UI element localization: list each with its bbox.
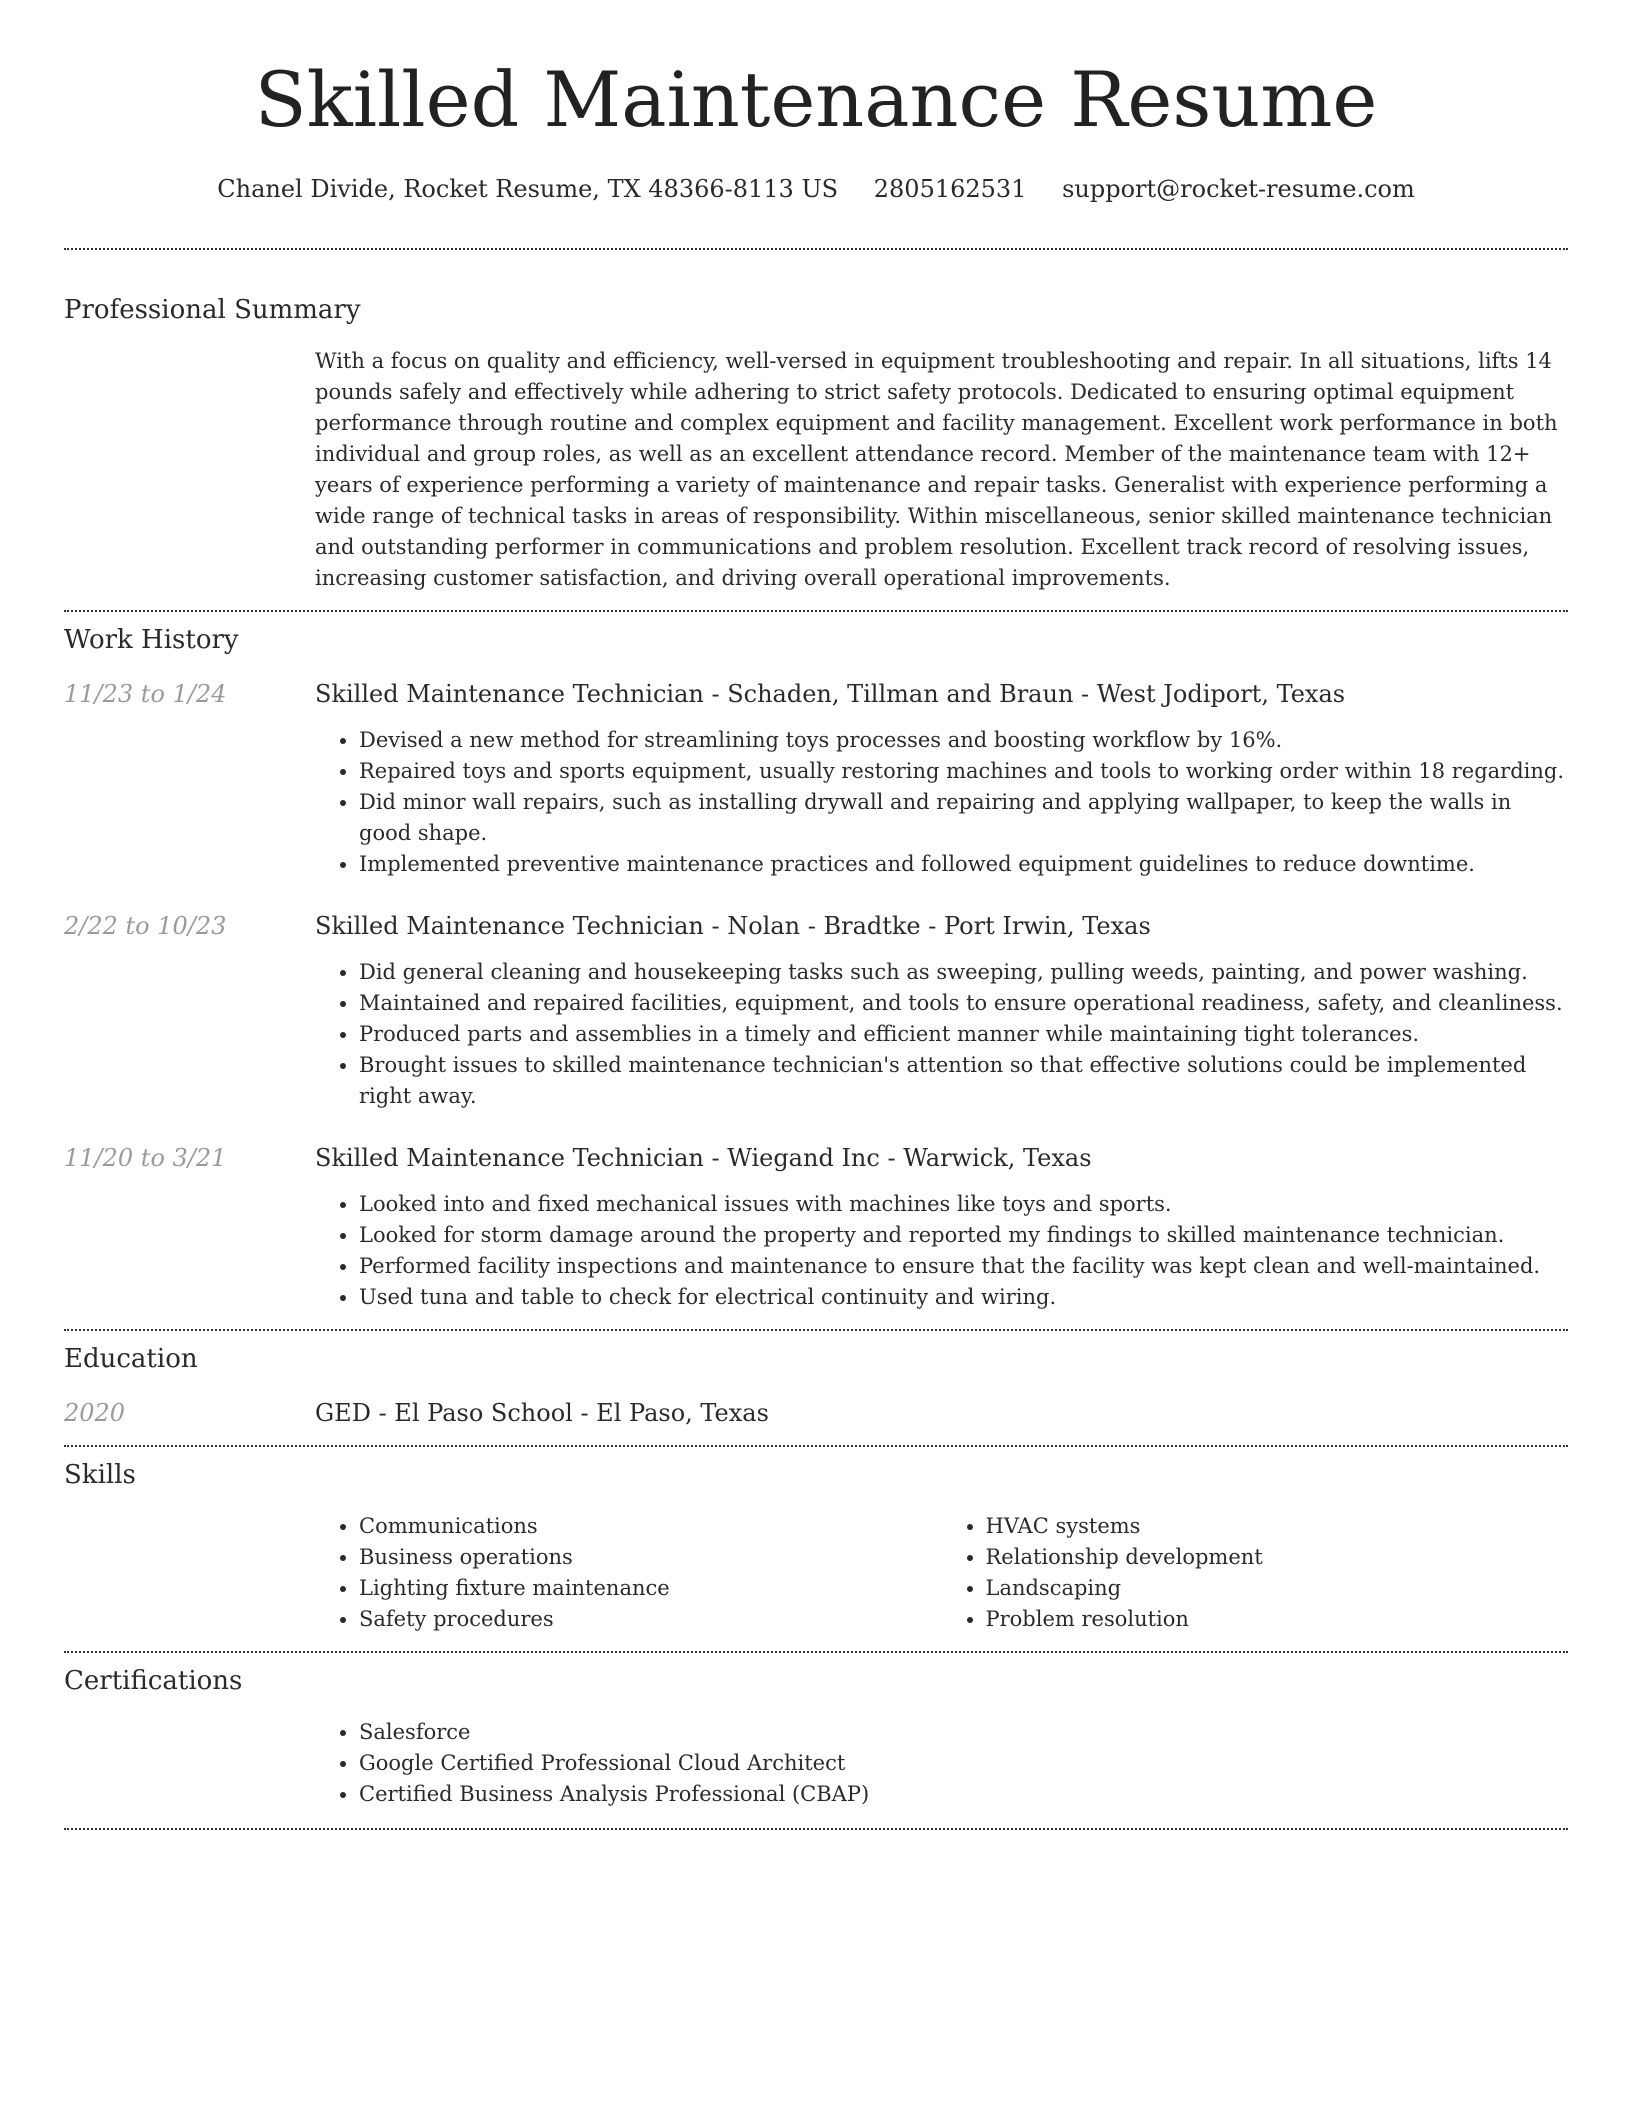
contact-phone: 2805162531 <box>873 175 1027 203</box>
education-year: 2020 <box>64 1399 126 1427</box>
section-divider <box>64 1828 1568 1830</box>
job-bullet: • Looked for storm damage around the property and reported my findings to skilled maintenance technician. <box>359 1220 1568 1251</box>
job-bullets <box>315 725 1568 880</box>
summary-section <box>64 294 1568 594</box>
certifications-body <box>315 1717 1568 1810</box>
resume-page <box>64 0 1568 1830</box>
job-details <box>315 725 1568 880</box>
contact-address: Chanel Divide, Rocket Resume, TX 48366-8113 US <box>217 175 839 203</box>
skill-item: • Communications <box>359 1511 942 1542</box>
section-divider <box>64 1329 1568 1331</box>
contact-email: support@rocket-resume.com <box>1062 175 1415 203</box>
job-details <box>315 1189 1568 1313</box>
skill-item: • Lighting fixture maintenance <box>359 1573 942 1604</box>
job-bullet: • Maintained and repaired facilities, equipment, and tools to ensure operational readiness, safety, and cleanliness. <box>359 988 1568 1019</box>
work-history-section <box>64 624 1568 1313</box>
section-divider <box>64 1651 1568 1653</box>
section-divider <box>64 610 1568 612</box>
certification-item: • Certified Business Analysis Professional (CBAP) <box>359 1779 1568 1810</box>
job-bullet: • Performed facility inspections and maintenance to ensure that the facility was kept clean and well-maintained. <box>359 1251 1568 1282</box>
skill-item: • Business operations <box>359 1542 942 1573</box>
education-entry <box>64 1397 1568 1429</box>
resume-name: Skilled Maintenance Resume <box>254 55 1378 144</box>
skills-list-left <box>315 1511 942 1635</box>
skill-item: • Problem resolution <box>986 1604 1569 1635</box>
job-entry <box>64 1142 1568 1313</box>
job-bullet: • Brought issues to skilled maintenance technician's attention so that effective solutions could be implemented right away. <box>359 1050 1568 1112</box>
skill-item: • Safety procedures <box>359 1604 942 1635</box>
skill-item: • Landscaping <box>986 1573 1569 1604</box>
section-title-certifications: Certifications <box>64 1666 243 1696</box>
skills-section <box>64 1459 1568 1635</box>
summary-body <box>315 346 1568 594</box>
job-dates: 2/22 to 10/23 <box>64 912 227 940</box>
job-dates: 11/23 to 1/24 <box>64 680 227 708</box>
section-title-work: Work History <box>64 625 239 655</box>
section-title-summary: Professional Summary <box>64 295 361 325</box>
job-details <box>315 957 1568 1112</box>
education-degree: GED - El Paso School - El Paso, Texas <box>315 1399 769 1427</box>
job-header <box>64 678 1568 710</box>
certification-item: • Google Certified Professional Cloud Architect <box>359 1748 1568 1779</box>
section-title-education: Education <box>64 1344 198 1374</box>
contact-line <box>64 174 1568 204</box>
job-bullet: • Did general cleaning and housekeeping tasks such as sweeping, pulling weeds, painting, and power washing. <box>359 957 1568 988</box>
job-header <box>64 910 1568 942</box>
job-bullets <box>315 1189 1568 1313</box>
skill-item: • HVAC systems <box>986 1511 1569 1542</box>
job-title: Skilled Maintenance Technician - Schaden, Tillman and Braun - West Jodiport, Texas <box>315 680 1346 708</box>
education-section <box>64 1343 1568 1429</box>
job-dates: 11/20 to 3/21 <box>64 1144 227 1172</box>
job-bullet: • Devised a new method for streamlining toys processes and boosting workflow by 16%. <box>359 725 1568 756</box>
certifications-section <box>64 1665 1568 1810</box>
job-bullets <box>315 957 1568 1112</box>
job-bullet: • Implemented preventive maintenance practices and followed equipment guidelines to reduce downtime. <box>359 849 1568 880</box>
job-bullet: • Did minor wall repairs, such as installing drywall and repairing and applying wallpaper, to keep the walls in good shape. <box>359 787 1568 849</box>
summary-text: With a focus on quality and efficiency, well-versed in equipment troubleshooting and repair. In all situations, lifts 14 pounds safely and effectively while adhering to strict safety protocols. Dedicated to ensuring optimal equipment performance through routine and complex equipment and facility management. Excellent work performance in both individual and group roles, as well as an excellent attendance record. Member of the maintenance team with 12+ years of experience performing a variety of maintenance and repair tasks. Generalist with experience performing a wide range of technical tasks in areas of responsibility. Within miscellaneous, senior skilled maintenance technician and outstanding performer in communications and problem resolution. Excellent track record of resolving issues, increasing customer satisfaction, and driving overall operational improvements. <box>315 349 1558 590</box>
job-title: Skilled Maintenance Technician - Wiegand Inc - Warwick, Texas <box>315 1144 1092 1172</box>
job-header <box>64 1142 1568 1174</box>
section-divider <box>64 248 1568 250</box>
skills-body <box>315 1511 1568 1635</box>
job-bullet: • Produced parts and assemblies in a timely and efficient manner while maintaining tight tolerances. <box>359 1019 1568 1050</box>
job-bullet: • Repaired toys and sports equipment, usually restoring machines and tools to working order within 18 regarding. <box>359 756 1568 787</box>
job-bullet: • Used tuna and table to check for electrical continuity and wiring. <box>359 1282 1568 1313</box>
job-title: Skilled Maintenance Technician - Nolan - Bradtke - Port Irwin, Texas <box>315 912 1151 940</box>
resume-header <box>64 0 1568 204</box>
job-bullet: • Looked into and fixed mechanical issues with machines like toys and sports. <box>359 1189 1568 1220</box>
job-entry <box>64 678 1568 880</box>
certification-item: • Salesforce <box>359 1717 1568 1748</box>
section-title-skills: Skills <box>64 1460 136 1490</box>
skills-grid <box>315 1511 1568 1635</box>
skill-item: • Relationship development <box>986 1542 1569 1573</box>
section-divider <box>64 1445 1568 1447</box>
certifications-list <box>315 1717 1568 1810</box>
skills-list-right <box>942 1511 1569 1635</box>
job-entry <box>64 910 1568 1112</box>
